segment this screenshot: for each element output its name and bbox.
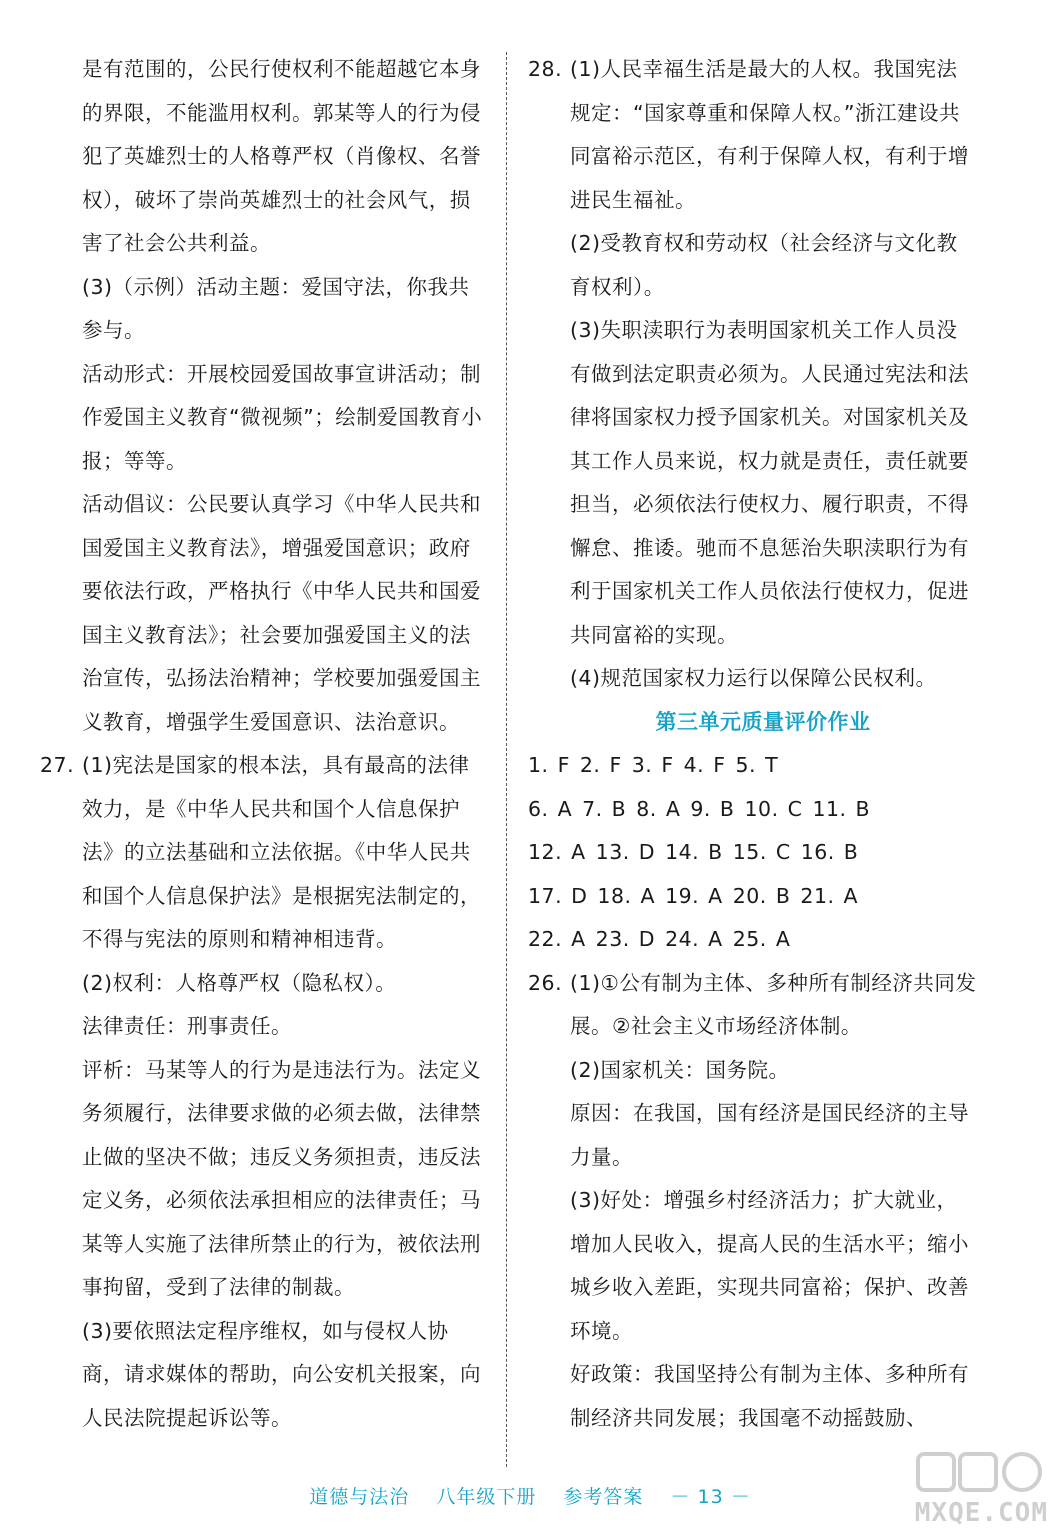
question-number: 27. xyxy=(40,753,75,777)
question-26 xyxy=(528,962,978,1441)
q27-part2-liability: 法律责任：刑事责任。 xyxy=(82,1014,292,1038)
answer-item: 17. D xyxy=(528,883,588,908)
answer-item: 11. B xyxy=(812,796,871,821)
answer-row xyxy=(528,831,978,875)
q26-part3-policy: 好政策：我国坚持公有制为主体、多种所有制经济共同发展；我国毫不动摇鼓励、 xyxy=(570,1362,969,1430)
right-column xyxy=(528,48,978,1440)
answer-item: 1. F xyxy=(528,753,570,777)
answer-item: 3. F xyxy=(631,753,674,777)
question-27 xyxy=(40,744,486,1440)
answer-item: 9. B xyxy=(690,796,735,821)
q26-continuation: 是有范围的，公民行使权利不能超越它本身的界限，不能滥用权利。郭某等人的行为侵犯了英雄烈士的人格尊严权（肖像权、名誉权），破坏了崇尚英雄烈士的社会风气，损害了社会公共利益。 xyxy=(82,57,481,255)
answer-item: 2. F xyxy=(579,753,622,777)
multiple-choice-answers xyxy=(528,744,978,962)
answer-item: 4. F xyxy=(683,753,726,777)
footer-grade: 八年级下册 xyxy=(436,1486,537,1508)
answer-item: 6. A xyxy=(528,796,573,821)
answer-item: 19. A xyxy=(665,883,723,908)
footer-subject: 道德与法治 xyxy=(309,1486,410,1508)
column-divider xyxy=(506,52,507,1467)
answer-item: 8. A xyxy=(636,796,681,821)
answer-item: 12. A xyxy=(528,840,586,864)
q26-part1: (1)①公有制为主体、多种所有制经济共同发展。②社会主义市场经济体制。 xyxy=(570,970,977,1038)
answer-row xyxy=(528,744,978,788)
answer-item: 16. B xyxy=(800,840,859,864)
watermark-logo xyxy=(898,1448,1048,1528)
answer-item: 20. B xyxy=(732,883,791,908)
footer-page-number: － 13 － xyxy=(670,1486,751,1508)
q27-part2-comment: 评析：马某等人的行为是违法行为。法定义务须履行，法律要求做的必须去做，法律禁止做的坚决不做；违反义务须担责，违反法定义务，必须依法承担相应的法律责任；马某等人实施了法律所禁止的行为，被依法刑事拘留，受到了法律的制裁。 xyxy=(82,1057,481,1299)
answer-item: 25. A xyxy=(732,927,791,951)
q26-part3-benefits: (3)好处：增强乡村经济活力；扩大就业，增加人民收入，提高人民的生活水平；缩小城乡收入差距，实现共同富裕；保护、改善环境。 xyxy=(570,1188,969,1343)
answer-row xyxy=(528,788,978,832)
answer-item: 18. A xyxy=(597,883,656,908)
q28-part3: (3)失职渎职行为表明国家机关工作人员没有做到法定职责必须为。人民通过宪法和法律将国家权力授予国家机关。对国家机关及其工作人员来说，权力就是责任，责任就要担当，必须依法行使权力、履行职责，不得懈怠、推诿。驰而不息惩治失职渎职行为有利于国家机关工作人员依法行使权力，促进共同富裕的实现。 xyxy=(570,318,969,647)
q26-part3-theme: (3)（示例）活动主题：爱国守法，你我共参与。 xyxy=(82,274,470,342)
section-title: 第三单元质量评价作业 xyxy=(655,709,871,734)
footer-label: 参考答案 xyxy=(563,1486,644,1508)
q26-part3-proposal: 活动倡议：公民要认真学习《中华人民共和国爱国主义教育法》，增强爱国意识；政府要依法行政，严格执行《中华人民共和国爱国主义教育法》；社会要加强爱国主义的法治宣传，弘扬法治精神；学校要加强爱国主义教育，增强学生爱国意识、法治意识。 xyxy=(82,492,481,734)
q27-part2-right: (2)权利：人格尊严权（隐私权）。 xyxy=(82,970,397,995)
q26-part2-reason: 原因：在我国，国有经济是国民经济的主导力量。 xyxy=(570,1101,969,1169)
answer-item: 24. A xyxy=(665,927,723,951)
watermark-icon xyxy=(898,1448,1048,1498)
q27-part1: (1)宪法是国家的根本法，具有最高的法律效力，是《中华人民共和国个人信息保护法》的立法基础和立法依据。《中华人民共和国个人信息保护法》是根据宪法制定的，不得与宪法的原则和精神相违背。 xyxy=(82,753,481,951)
q26-part2-organ: (2)国家机关：国务院。 xyxy=(570,1057,790,1082)
question-number: 28. xyxy=(528,57,563,81)
answer-item: 14. B xyxy=(665,840,723,864)
q28-part4: (4)规范国家权力运行以保障公民权利。 xyxy=(570,666,937,690)
q28-part1: (1)人民幸福生活是最大的人权。我国宪法规定：“国家尊重和保障人权。”浙江建设共同富裕示范区，有利于保障人权，有利于增进民生福祉。 xyxy=(570,57,969,212)
left-column xyxy=(40,48,486,1440)
question-number: 26. xyxy=(528,970,563,995)
answer-item: 22. A xyxy=(528,927,586,951)
answer-row xyxy=(528,918,978,962)
answer-item: 13. D xyxy=(595,840,656,864)
answer-row xyxy=(528,875,978,919)
answer-item: 10. C xyxy=(744,796,803,821)
answer-item: 23. D xyxy=(595,927,656,951)
answer-item: 21. A xyxy=(800,883,859,908)
q27-part3: (3)要依照法定程序维权，如与侵权人协商，请求媒体的帮助，向公安机关报案，向人民法院提起诉讼等。 xyxy=(82,1318,481,1430)
question-28 xyxy=(528,48,978,701)
q26-part3-form: 活动形式：开展校园爱国故事宣讲活动；制作爱国主义教育“微视频”；绘制爱国教育小报；等等。 xyxy=(82,361,483,473)
answer-item: 7. B xyxy=(582,796,627,821)
q28-part2: (2)受教育权和劳动权（社会经济与文化教育权利）。 xyxy=(570,231,958,299)
watermark-text: MXQE.COM xyxy=(914,1498,1048,1528)
answer-item: 15. C xyxy=(732,840,791,864)
answer-item: 5. T xyxy=(735,753,779,777)
